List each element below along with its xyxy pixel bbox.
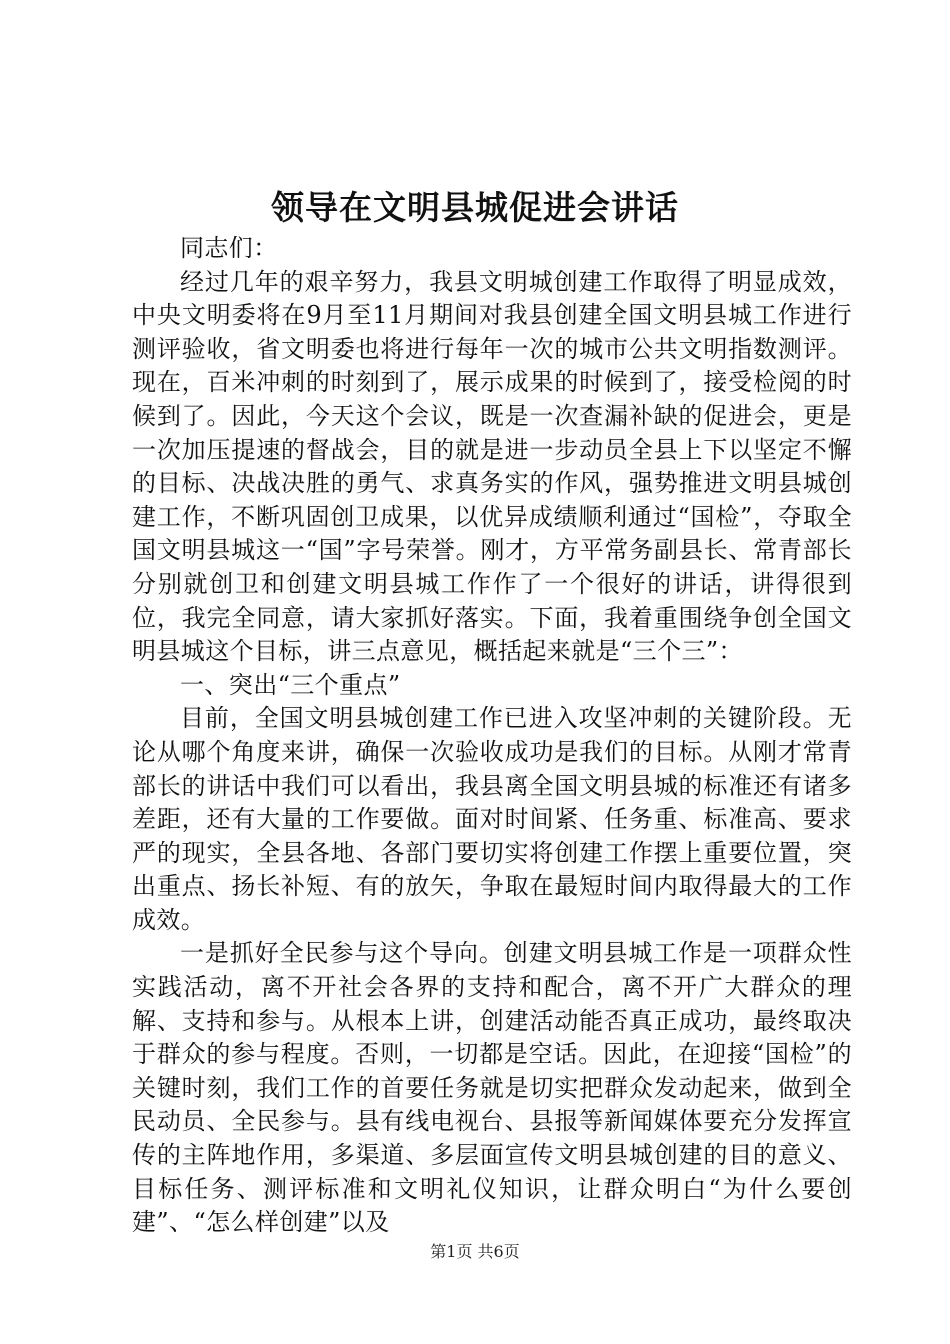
paragraph-current-stage: 目前，全国文明县城创建工作已进入攻坚冲刺的关键阶段。无论从哪个角度来讲，确保一次验收成功是我们的目标。从刚才常青部长的讲话中我们可以看出，我县离全国文明县城的标准还有诸多差距，还有大量的工作要做。面对时间紧、任务重、标准高、要求严的现实，全县各地、各部门要切实将创建工作摆上重要位置，突出重点、扬长补短、有的放矢，争取在最短时间内取得最大的工作成效。 [132,704,852,934]
paragraph-intro: 经过几年的艰辛努力，我县文明城创建工作取得了明显成效，中央文明委将在9月至11月期间对我县创建全国文明县城工作进行测评验收，省文明委也将进行每年一次的城市公共文明指数测评。现在，百米冲刺的时刻到了，展示成果的时候到了，接受检阅的时候到了。因此，今天这个会议，既是一次查漏补缺的促进会，更是一次加压提速的督战会，目的就是进一步动员全县上下以坚定不懈的目标、决战决胜的勇气、求真务实的作风，强势推进文明县城创建工作，不断巩固创卫成果，以优异成绩顺利通过“国检”，夺取全国文明县城这一“国”字号荣誉。刚才，方平常务副县长、常青部长分别就创卫和创建文明县城工作作了一个很好的讲话，讲得很到位，我完全同意，请大家抓好落实。下面，我着重围绕争创全国文明县城这个目标，讲三点意见，概括起来就是“三个三”： [132,267,852,666]
salutation: 同志们： [180,234,278,262]
page-footer: 第1页 共6页 [430,1242,520,1261]
section-heading: 一、突出“三个重点” [180,670,401,699]
document-body [132,232,852,1240]
paragraph-public-participation: 一是抓好全民参与这个导向。创建文明县城工作是一项群众性实践活动，离不开社会各界的支持和配合，离不开广大群众的理解、支持和参与。从根本上讲，创建活动能否真正成功，最终取决于群众的参与程度。否则，一切都是空话。因此，在迎接“国检”的关键时刻，我们工作的首要任务就是切实把群众发动起来，做到全民动员、全民参与。县有线电视台、县报等新闻媒体要充分发挥宣传的主阵地作用，多渠道、多层面宣传文明县城创建的目的意义、目标任务、测评标准和文明礼仪知识，让群众明白“为什么要创建”、“怎么样创建”以及 [132,939,852,1237]
document-title: 领导在文明县城促进会讲话 [271,188,679,227]
